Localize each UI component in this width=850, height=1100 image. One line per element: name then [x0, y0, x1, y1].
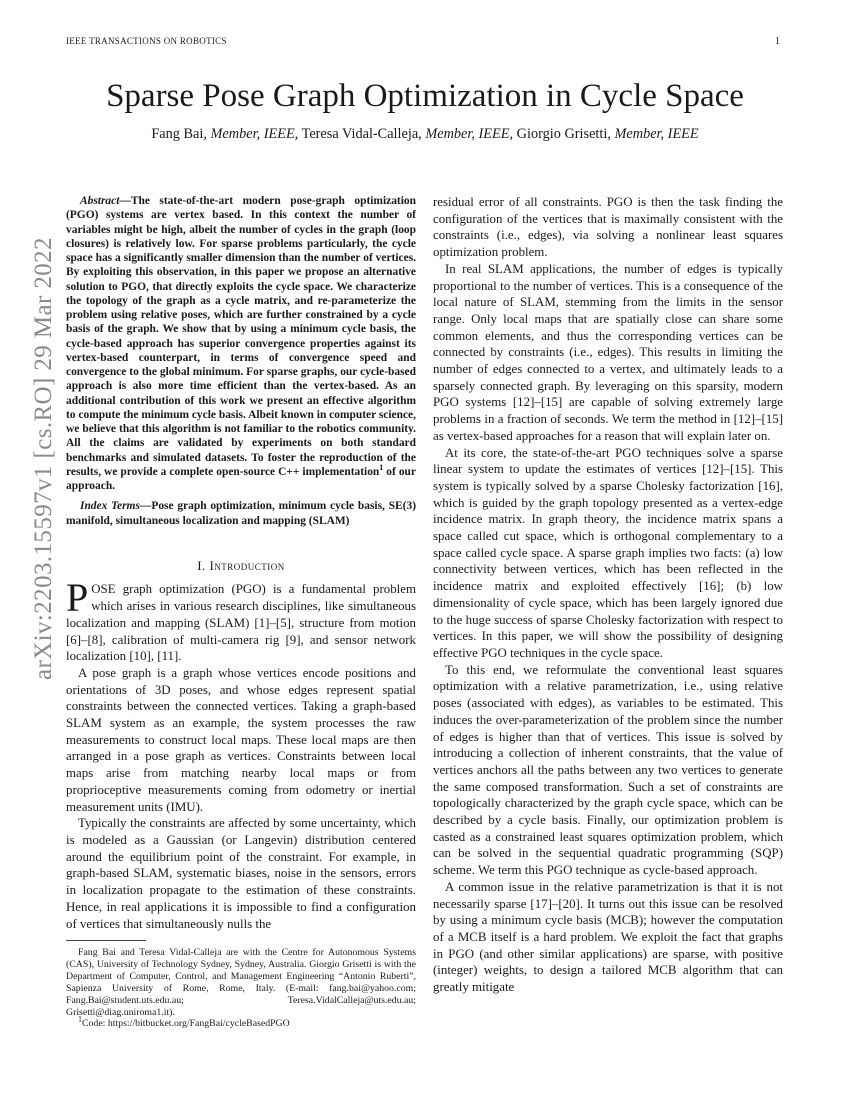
section-heading	[66, 558, 416, 575]
footnote-rule	[66, 940, 146, 941]
intro-paragraph: At its core, the state-of-the-art PGO techniques solve a sparse linear system to update the estimates of vertices [12]–[15]. This system is typically solved by a sparse Cholesky factorization [16], which is guided by the graph topology presented as a vertex-edge incidence matrix. In graph theory, the incidence matrix spans a space called cut space, which is orthogonal complementary to a space called cycle space. A sparse graph implies two facts: (a) low connectivity between vertices, which has been reflected in the incidence matrix and exploited effectively [16]; (b) low dimensionality of cycle space, which has been largely ignored due to the huge success of sparse Cholesky factorization with respect to vertices. In this paper, we will show the possibility of designing effective PGO techniques in the cycle space.	[433, 445, 783, 660]
footnotes	[66, 940, 416, 1030]
author-name: Fang Bai,	[151, 126, 207, 142]
code-link-text: Code: https://bitbucket.org/FangBai/cycleBasedPGO	[82, 1018, 290, 1030]
author-affiliation: Member, IEEE,	[210, 126, 299, 142]
running-header: IEEE TRANSACTIONS ON ROBOTICS	[66, 36, 227, 46]
footnote-marker: 1	[379, 462, 384, 472]
author-name: Teresa Vidal-Calleja,	[301, 126, 422, 142]
intro-paragraph: In real SLAM applications, the number of edges is typically proportional to the number of vertices. This is a consequence of the local nature of SLAM, stemming from the limits in the sensor range. Only local maps that are spatially close can share some common elements, and thus the corresponding vertices can be connected by constraints (i.e., edges). This results in limiting the number of edges connected to a vertex, and ultimately leads to a sparsely connected graph. By leveraging on this sparsity, modern PGO systems [12]–[15] are capable of solving extremely large problems in a fraction of seconds. We term the method in [12]–[15] as vertex-based approaches for a reason that will explain later on.	[433, 261, 783, 443]
page-number: 1	[775, 36, 780, 47]
intro-paragraph: Typically the constraints are affected by some uncertainty, which is modeled as a Gaussian (or Langevin) distribution centered around the equilibrium point of the constraint. For example, in graph-based SLAM, systematic biases, noise in the sensors, errors in localization propagate to the estimation of these constraints. Hence, in real applications it is impossible to find a configuration of vertices that simultaneously nulls the	[66, 816, 416, 931]
intro-paragraph: POSE graph optimization (PGO) is a fundamental problem which arises in various research disciplines, like simultaneous localization and mapping (SLAM) [1]–[5], structure from motion [6]–[8], calibration of multi-camera rig [9], and sensor network localization [10], [11].	[66, 575, 416, 664]
abstract	[66, 194, 416, 493]
footnote-marker: 1	[78, 1015, 82, 1025]
intro-paragraph: residual error of all constraints. PGO is then the task finding the configuration of the vertices that is maximally consistent with the constraints (i.e., edges), via solving a nonlinear least squares optimization problem.	[433, 195, 783, 260]
intro-paragraph: To this end, we reformulate the conventional least squares optimization with a relative parametrization, i.e., using relative poses (associated with edges), as variables to be estimated. This induces the over-parameterization of the problem since the number of edges is higher than that of vertices. This issue is solved by introducing a collection of inherent constraints, that the value of vertices anchors all the paths between any two vertices to generate the same composed transformation. Such a set of constraints are topologically characterized by the graph cycle space, which can be described by a cycle basis. Finally, our optimization problem is casted as a constrained least squares optimization problem, which can be solved in the sequential quadratic programming (SQP) scheme. We term this PGO technique as cycle-based approach.	[433, 662, 783, 878]
author-affiliation: Member, IEEE,	[425, 126, 514, 142]
abstract-tail: of our approach.	[66, 465, 416, 492]
abstract-text: —The state-of-the-art modern pose-graph optimization (PGO) systems are vertex based. In this context the number of variables might be high, albeit the number of cycles in the graph (loop closures) is relatively low. For sparse problems particularly, the cycle space has a significantly smaller dimension than the number of vertices. By exploiting this observation, in this paper we propose an alternative solution to PGO, that directly exploits the cycle space. We characterize the topology of the graph as a cycle matrix, and re-parameterize the problem using relative poses, which are further constrained by a cycle basis of the graph. We show that by using a minimum cycle basis, the cycle-based approach has superior convergence properties against its vertex-based counterpart, in terms of convergence speed and convergence to the global minimum. For sparse graphs, our cycle-based approach is also more time efficient than the vertex-based. As an additional contribution of this work we present an effective algorithm to compute the minimum cycle basis. Albeit known in computer science, we believe that this algorithm is not familiar to the robotics community. All the claims are validated by experiments on both standard benchmarks and simulated datasets. To foster the reproduction of the results, we provide a complete open-source C++ implementation	[66, 195, 416, 478]
index-terms-label: Index Terms	[80, 500, 140, 513]
left-column	[66, 194, 416, 932]
index-terms-text: —Pose graph optimization, minimum cycle basis, SE(3) manifold, simultaneous localization and mapping (SLAM)	[66, 500, 417, 527]
author-line	[0, 126, 850, 143]
author-name: Giorgio Grisetti,	[516, 126, 611, 142]
index-terms	[66, 499, 416, 528]
author-affiliation: Member, IEEE	[614, 126, 699, 142]
drop-cap: P	[66, 575, 89, 621]
section-title: Introduction	[209, 558, 285, 573]
intro-paragraph: A pose graph is a graph whose vertices encode positions and orientations of 3D poses, and whose edges represent spatial constraints between the connected vertices. Taking a graph-based SLAM system as an example, the system processes the raw measurements to construct local maps. These local maps are then arranged in a pose graph as vertices. Constraints between local maps arise from matching nearby local maps or from proprioceptive measurements coming from odometry or inertial measurement units (IMU).	[66, 665, 416, 814]
arxiv-watermark: arXiv:2203.15597v1 [cs.RO] 29 Mar 2022	[30, 237, 57, 680]
paper-title: Sparse Pose Graph Optimization in Cycle Space	[106, 78, 744, 114]
intro-paragraph: A common issue in the relative parametrization is that it is not necessarily sparse [17]–[20]. It turns out this issue can be resolved by using a minimum cycle basis (MCB); however the computation of a MCB itself is a hard problem. We exploit the fact that graphs in PGO (and other similar applications) are sparse, with positive (integer) weights, to design a tailored MCB algorithm that can greatly mitigate	[433, 879, 783, 995]
right-column	[433, 194, 783, 996]
abstract-label: Abstract	[80, 195, 120, 207]
affiliation-footnote: Fang Bai and Teresa Vidal-Calleja are with the Centre for Autonomous Systems (CAS), University of Technology Sydney, Sydney, Australia. Giorgio Grisetti is with the Department of Computer, Control, and Management Engineering “Antonio Ruberti”, Sapienza University of Rome, Rome, Italy. (E-mail: fang.bai@yahoo.com; Fang.Bai@student.uts.edu.au; Teresa.VidalCalleja@uts.edu.au; Grisetti@diag.uniroma1.it).	[66, 947, 416, 1018]
code-footnote	[66, 1015, 416, 1030]
section-numeral: I.	[197, 558, 206, 573]
